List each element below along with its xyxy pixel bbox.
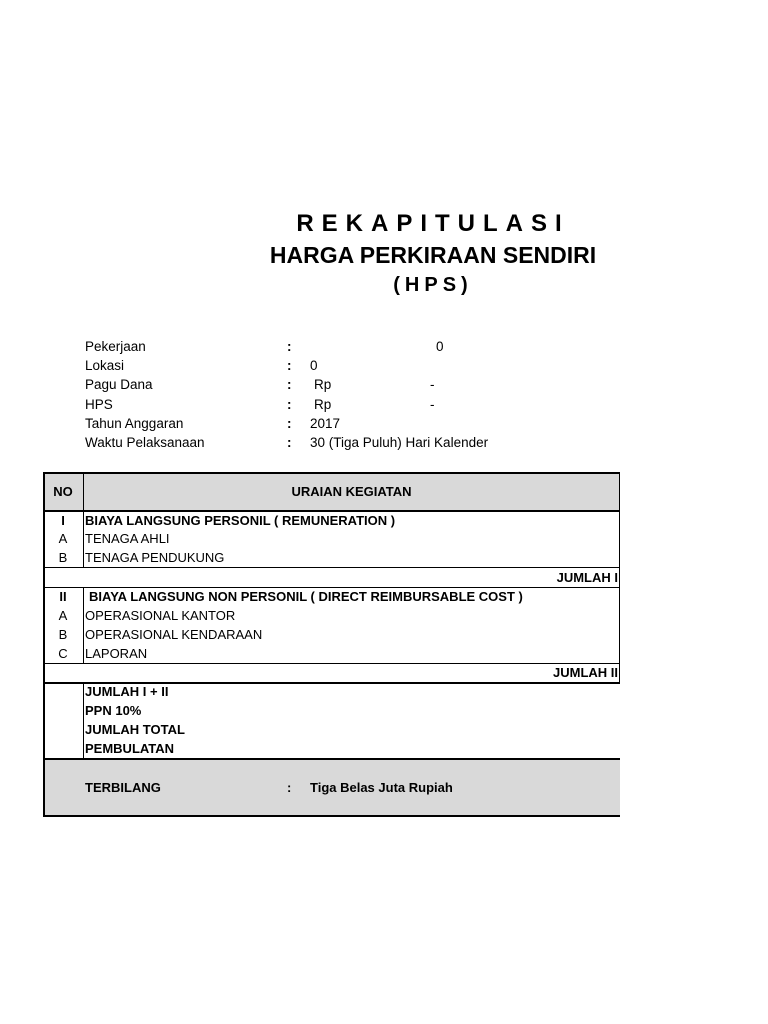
header-uraian: URAIAN KEGIATAN: [291, 484, 412, 499]
item-number: B: [58, 550, 68, 565]
header-no: NO: [53, 484, 73, 499]
table-border-right: [619, 472, 620, 683]
document-abbreviation: (HPS): [393, 274, 473, 296]
item-label: OPERASIONAL KANTOR: [85, 608, 236, 623]
info-colon: :: [287, 377, 292, 392]
info-value: 2017: [310, 416, 341, 431]
item-number: A: [58, 531, 68, 546]
info-value: Rp: [314, 397, 332, 412]
column-divider: [83, 682, 84, 759]
section-title: BIAYA LANGSUNG PERSONIL ( REMUNERATION ): [85, 513, 396, 528]
info-label: Tahun Anggaran: [85, 416, 184, 431]
subtotal-label: JUMLAH II: [553, 665, 618, 680]
item-label: OPERASIONAL KENDARAAN: [85, 627, 263, 642]
info-value-secondary: 0: [436, 339, 444, 354]
terbilang-colon: :: [287, 780, 292, 795]
terbilang-value: Tiga Belas Juta Rupiah: [310, 780, 453, 795]
info-value: Rp: [314, 377, 332, 392]
divider-line: [43, 663, 620, 664]
table-border-top: [43, 472, 620, 474]
item-number: C: [58, 646, 68, 661]
summary-label: PEMBULATAN: [85, 741, 175, 756]
info-colon: :: [287, 358, 292, 373]
summary-label: JUMLAH I + II: [85, 684, 169, 699]
info-colon: :: [287, 397, 292, 412]
section-number: I: [61, 513, 65, 528]
divider-line: [43, 758, 620, 760]
info-label: Lokasi: [85, 358, 125, 373]
item-label: LAPORAN: [85, 646, 148, 661]
table-border-bottom: [43, 815, 620, 817]
info-label: Waktu Pelaksanaan: [85, 435, 205, 450]
document-subtitle: HARGA PERKIRAAN SENDIRI: [269, 242, 597, 268]
info-label: Pagu Dana: [85, 377, 153, 392]
document-title: REKAPITULASI: [296, 210, 570, 237]
section-number: II: [59, 589, 67, 604]
info-value: 0: [310, 358, 318, 373]
info-value: 30 (Tiga Puluh) Hari Kalender: [310, 435, 489, 450]
section-title: BIAYA LANGSUNG NON PERSONIL ( DIRECT REIMBURSABLE COST ): [89, 589, 523, 604]
info-colon: :: [287, 435, 292, 450]
info-value-secondary: -: [430, 397, 435, 412]
info-label: HPS: [85, 397, 113, 412]
info-label: Pekerjaan: [85, 339, 146, 354]
subtotal-label: JUMLAH I: [556, 570, 618, 585]
column-divider: [83, 587, 84, 663]
item-number: A: [58, 608, 68, 623]
info-colon: :: [287, 416, 292, 431]
summary-label: PPN 10%: [85, 703, 142, 718]
recap-table: [43, 472, 620, 817]
item-label: TENAGA PENDUKUNG: [85, 550, 225, 565]
item-label: TENAGA AHLI: [85, 531, 170, 546]
terbilang-label: TERBILANG: [85, 780, 161, 795]
info-colon: :: [287, 339, 292, 354]
summary-label: JUMLAH TOTAL: [85, 722, 185, 737]
item-number: B: [58, 627, 68, 642]
divider-line: [43, 567, 620, 568]
info-value-secondary: -: [430, 377, 435, 392]
